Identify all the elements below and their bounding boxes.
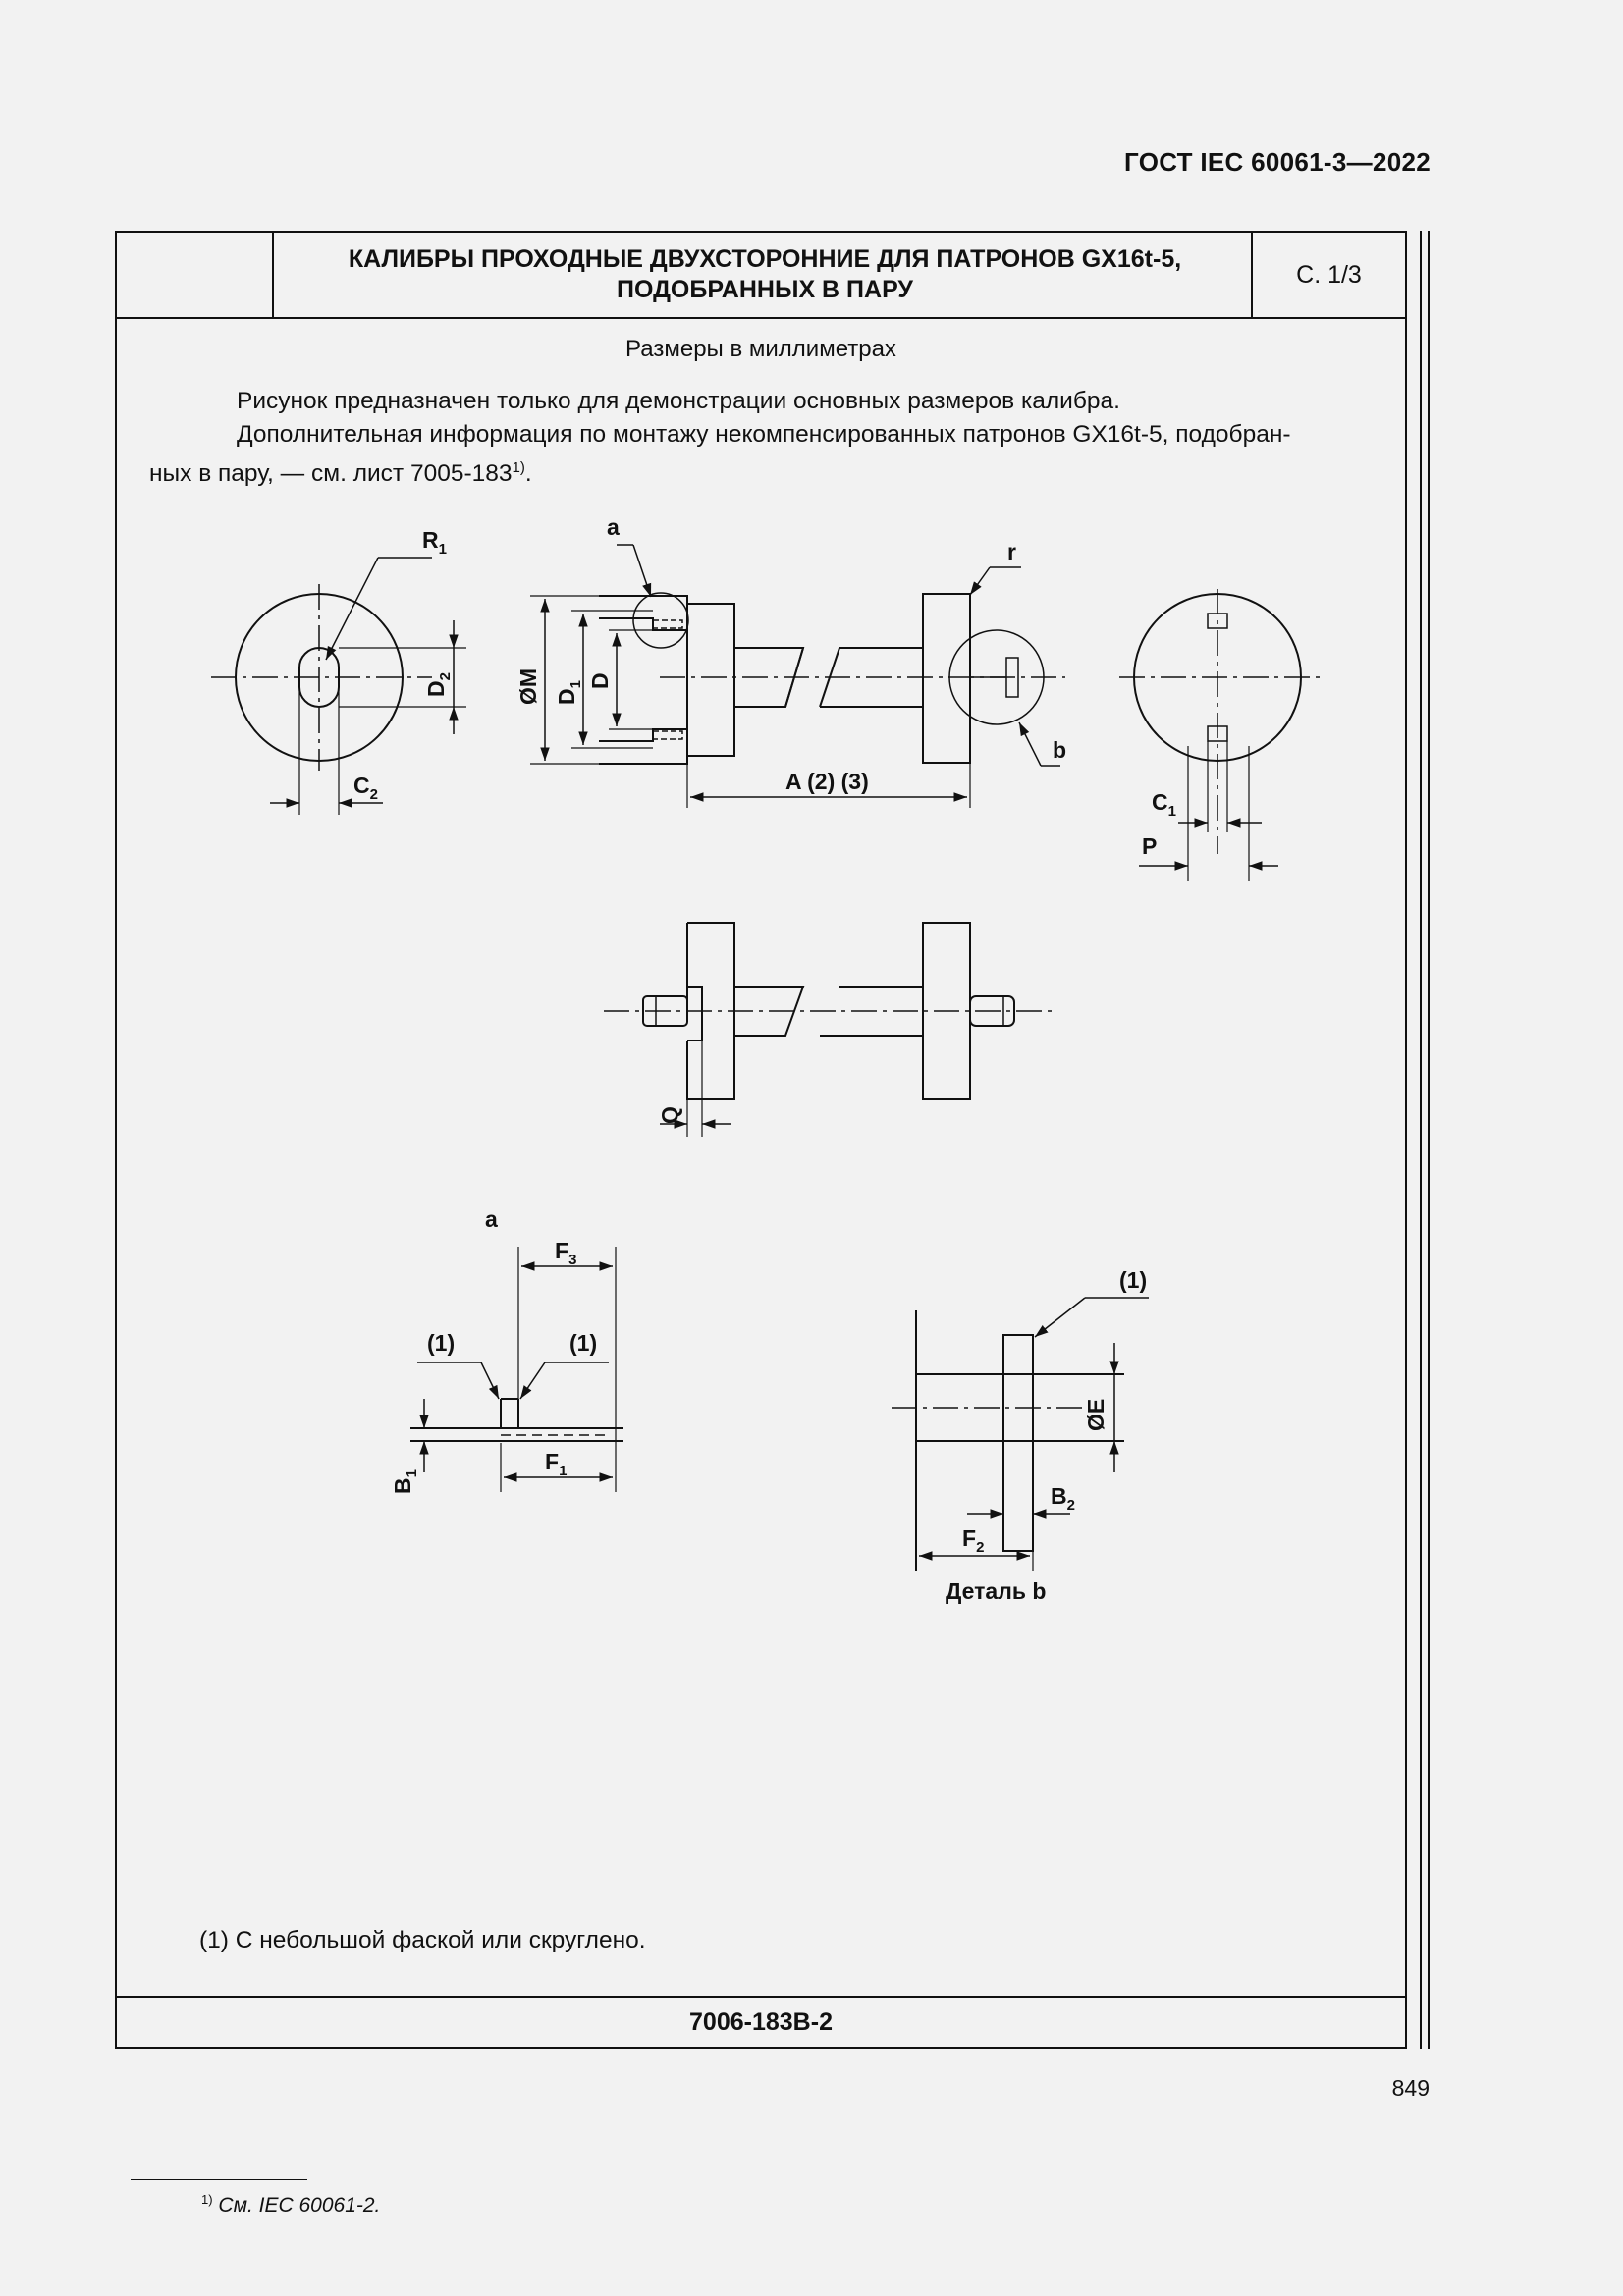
label-b1: $B_1$ [390, 1469, 420, 1494]
footnote-marker: 1) [201, 2192, 213, 2207]
label-a-top: a [607, 514, 620, 540]
r-leader-diag [970, 567, 990, 595]
label-m: ØM [515, 667, 541, 705]
mid-left-disc-step [687, 987, 702, 1041]
r1-leader-diag [326, 558, 378, 660]
label-note1-right: (1) [569, 1330, 598, 1356]
label-r1: $R_1$ [422, 527, 447, 558]
label-d: D [587, 672, 613, 689]
chamfer-note: (1) С небольшой фаской или скруглено. [199, 1927, 646, 1953]
n1-detail-diag [1035, 1298, 1085, 1337]
note1-left-diag [481, 1362, 499, 1399]
page-number: 849 [1391, 2075, 1430, 2101]
detail-a [410, 1247, 623, 1492]
footnote-text: См. IEC 60061-2. [218, 2194, 381, 2216]
units-note: Размеры в миллиметрах [625, 336, 896, 362]
pin-detail-bot [653, 731, 682, 739]
right-disc [923, 594, 970, 763]
label-p: P [1142, 833, 1158, 859]
footnote-ref[interactable]: 1) [512, 459, 525, 476]
detail-b-pin-body [1003, 1335, 1033, 1551]
view-side-middle [604, 923, 1055, 1137]
label-c2: $C_2$ [353, 773, 378, 803]
paragraph-1-text: Рисунок предназначен только для демонстрации основных размеров калибра. [237, 388, 1120, 414]
label-note1-detail: (1) [1119, 1267, 1148, 1293]
label-detail-b: Деталь b [946, 1578, 1047, 1604]
label-f1: $F_1$ [545, 1449, 568, 1479]
label-detail-a: a [485, 1206, 498, 1232]
b-leader-diag [1019, 722, 1041, 766]
sheet-title-line-2: ПОДОБРАННЫХ В ПАРУ [617, 276, 913, 303]
label-b2: $B_2$ [1051, 1483, 1075, 1514]
detail-a-profile [501, 1399, 518, 1428]
paragraph-2-end: . [524, 460, 532, 488]
label-f3: $F_3$ [555, 1238, 577, 1268]
a-leader-diag [633, 545, 651, 597]
standard-header: ГОСТ IEC 60061-3—2022 [1124, 147, 1431, 177]
label-f2: $F_2$ [962, 1525, 985, 1556]
pin-detail-top [653, 620, 682, 628]
note1-right-diag [520, 1362, 545, 1399]
paragraph-2-text-2: ных в пару, — см. лист 7005-183 [149, 460, 513, 488]
label-e: ØE [1083, 1398, 1109, 1431]
label-r: r [1007, 539, 1016, 564]
label-note1-left: (1) [427, 1330, 456, 1356]
sheet-title-line-1: КАЛИБРЫ ПРОХОДНЫЕ ДВУХСТОРОННИЕ ДЛЯ ПАТРОНОВ GX16t-5, [348, 245, 1182, 273]
paragraph-2-text-1: Дополнительная информация по монтажу некомпенсированных патронов GX16t-5, подобран- [237, 421, 1291, 448]
label-d1: $D_1$ [554, 680, 584, 705]
label-d2: $D_2$ [423, 672, 454, 697]
detail-b [892, 1298, 1149, 1571]
label-q: Q [657, 1106, 682, 1124]
label-b: b [1053, 737, 1067, 763]
sheet-code: 7006-183B-2 [117, 1996, 1405, 2047]
label-a-dim: A (2) (3) [785, 769, 869, 794]
sheet-page-indicator: С. 1/3 [1251, 233, 1405, 317]
label-c1: $C_1$ [1152, 789, 1176, 820]
